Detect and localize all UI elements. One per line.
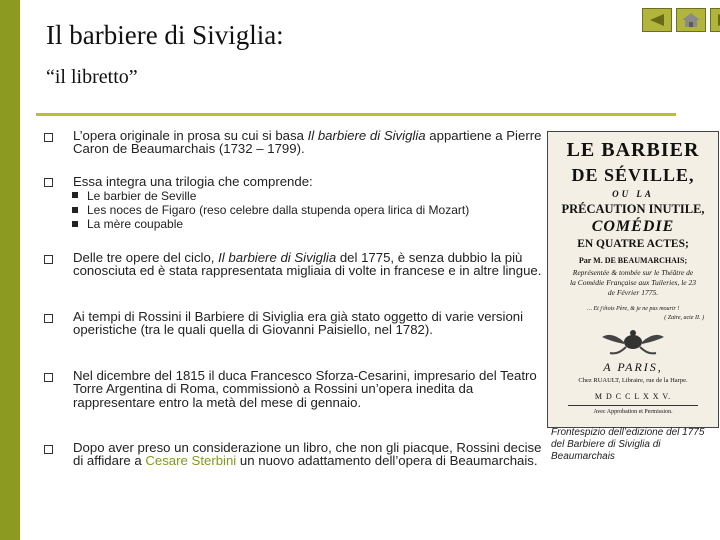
- name-highlight: Cesare Sterbini: [145, 453, 237, 469]
- text-segment: un nuovo adattamento dell’opera di Beaumarchais.: [236, 453, 538, 469]
- bullet-marker: [44, 445, 53, 454]
- frontispiece-line: … Et j'étois Père, & je ne pus mourir !: [586, 306, 680, 312]
- bullet-marker: [44, 255, 53, 264]
- text-segment: Delle tre opere del ciclo,: [73, 250, 219, 265]
- frontispiece-line: de Février 1775.: [607, 288, 659, 297]
- text-segment: del 1775, è senza dubbio la più conosciuta ed è stata rappresentata migliaia di volte in francese e in altre lingue.: [73, 250, 542, 279]
- bullet-text: [73, 441, 543, 468]
- text-segment: Dopo aver preso un considerazione un libro, che non gli piacque, Rossini decise di affidare a: [73, 440, 542, 469]
- bullet-text: [73, 369, 543, 409]
- printer-ornament: [598, 327, 668, 357]
- back-button[interactable]: [642, 8, 672, 32]
- text-segment: Nel dicembre del 1815 il duca Francesco Sforza-Cesarini, impresario del Teatro Torre Argentina di Roma, commissionò a Rossini un’opera inedita da rappresentare entro la metà del mese di gennaio.: [73, 368, 537, 410]
- frontispiece-line: PRÉCAUTION INUTILE,: [561, 202, 705, 216]
- image-caption: Frontespizio dell’edizione del 1775 del Barbiere di Siviglia di Beaumarchais: [551, 427, 705, 463]
- frontispiece-line: Avec Approbation et Permission.: [593, 409, 673, 415]
- bullet-text: [73, 251, 543, 278]
- bullet-text: [73, 175, 543, 188]
- work-title: Il barbiere di Siviglia: [307, 128, 426, 143]
- frontispiece-line: la Comédie Française aux Tuileries, le 23: [569, 278, 697, 287]
- bullet-marker: [44, 314, 53, 323]
- home-button[interactable]: [676, 8, 706, 32]
- home-icon: [681, 12, 701, 28]
- slide-title: Il barbiere di Siviglia:: [46, 20, 284, 50]
- trilogy-item: Les noces de Figaro (reso celebre dalla stupenda opera lirica di Mozart): [87, 203, 470, 217]
- slide-navigation: [642, 8, 720, 32]
- frontispiece-line: Représentée & tombée sur le Théâtre de: [572, 268, 694, 277]
- bullet-text: [73, 129, 543, 156]
- frontispiece-line: LE BARBIER: [566, 139, 700, 161]
- trilogy-item: La mère coupable: [87, 217, 184, 231]
- forward-arrow-icon: [716, 13, 720, 27]
- frontispiece-line: EN QUATRE ACTES;: [577, 238, 689, 250]
- forward-button[interactable]: [710, 8, 720, 32]
- frontispiece-line: COMÉDIE: [591, 218, 675, 235]
- bullet-marker: [44, 178, 53, 187]
- frontispiece-line: Chez RUAULT, Libraire, rue de la Harpe.: [578, 377, 688, 384]
- slide-subtitle: “il libretto”: [46, 66, 138, 88]
- frontispiece-line: M D C C L X X V.: [594, 392, 672, 401]
- trilogy-item: Le barbier de Seville: [87, 189, 197, 203]
- text-segment: Essa integra una trilogia che comprende:: [73, 174, 313, 189]
- text-segment: appartiene a Pierre Caron de Beaumarchais (1732 – 1799).: [73, 128, 542, 157]
- text-segment: L’opera originale in prosa su cui si basa: [73, 128, 308, 143]
- frontispiece-image: [547, 131, 719, 428]
- back-arrow-icon: [648, 13, 666, 27]
- bullet-text: [73, 310, 543, 337]
- work-title: Il barbiere di Siviglia: [218, 250, 337, 265]
- bullet-marker: [44, 133, 53, 142]
- slide-sidebar: [0, 0, 20, 540]
- bullet-marker: [44, 373, 53, 382]
- frontispiece-line: Par M. DE BEAUMARCHAIS;: [578, 256, 688, 265]
- text-segment: Ai tempi di Rossini il Barbiere di Siviglia era già stato oggetto di varie versioni operistiche (tra le quali quella di Giovanni Paisiello, nel 1782).: [73, 309, 524, 338]
- sub-bullet-marker: [72, 221, 78, 227]
- title-divider: [36, 113, 676, 116]
- frontispiece-line: ( Zaïre, acte II. ): [664, 315, 704, 321]
- frontispiece-rule: [568, 405, 698, 406]
- frontispiece-line: A PARIS,: [603, 360, 663, 374]
- sub-bullet-marker: [72, 192, 78, 198]
- frontispiece-line: DE SÉVILLE,: [571, 165, 695, 185]
- sub-bullet-marker: [72, 207, 78, 213]
- frontispiece-line: OU LA: [612, 189, 654, 199]
